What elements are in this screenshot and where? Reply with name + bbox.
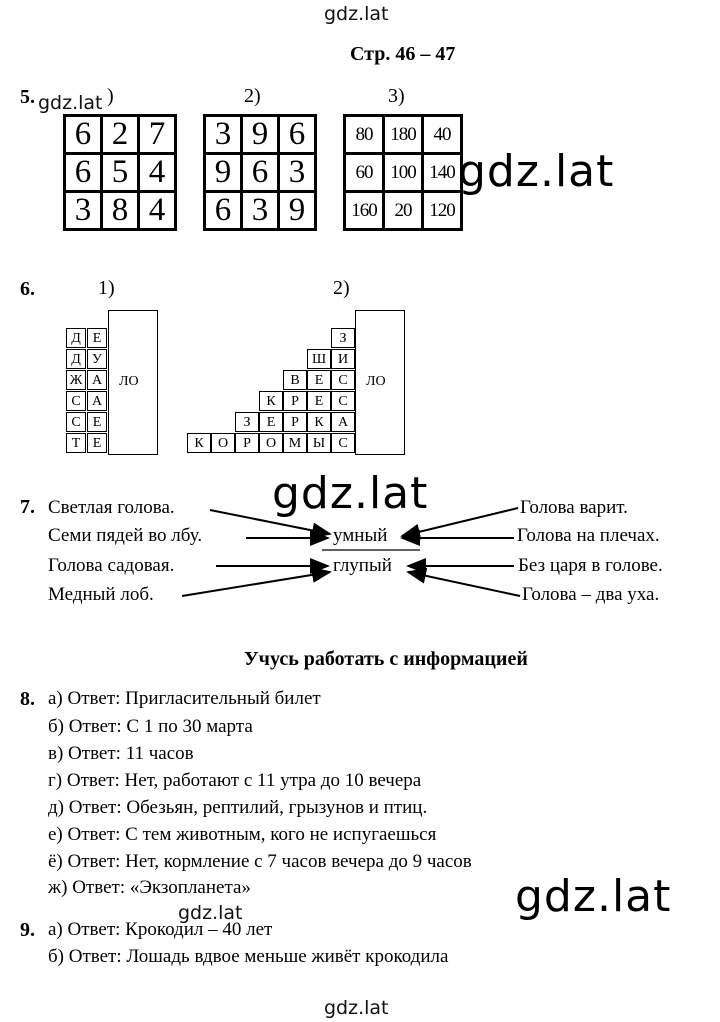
ex8-answer-a: а) Ответ: Пригласительный билет: [48, 688, 321, 709]
ladder-letter-cell: Т: [66, 433, 86, 453]
page-header: Стр. 46 – 47: [350, 43, 456, 65]
ladder-letter-cell: А: [87, 370, 107, 390]
cell: 6: [279, 116, 316, 154]
cell: 180: [384, 116, 423, 154]
watermark-middle-big: gdz.lat: [272, 468, 429, 519]
ex7-center-smart: умный: [333, 525, 388, 546]
arrow: [210, 510, 330, 534]
ladder-letter-cell: С: [331, 433, 355, 453]
ladder-letter-cell: Ш: [307, 349, 331, 369]
ex7-left-4: Медный лоб.: [48, 584, 154, 605]
section-title: Учусь работать с информацией: [244, 648, 528, 670]
ladder-letter-cell: С: [66, 391, 86, 411]
cell: 60: [345, 154, 384, 192]
ladder-letter-cell: С: [331, 391, 355, 411]
ex6-label-1: 1): [98, 277, 115, 299]
ladder-letter-cell: О: [259, 433, 283, 453]
arrow: [402, 508, 518, 536]
ladder-letter-cell: Р: [283, 391, 307, 411]
ex7-right-3: Без царя в голове.: [518, 555, 663, 576]
ex5-label-1: ): [107, 85, 114, 107]
cell: 3: [65, 192, 102, 230]
ex7-right-1: Голова варит.: [520, 497, 628, 518]
ex9-answer-b: б) Ответ: Лошадь вдвое меньше живёт крокодила: [48, 946, 449, 967]
ladder-letter-cell: Е: [307, 391, 331, 411]
ladder-letter-cell: М: [283, 433, 307, 453]
ex8-answer-g: ё) Ответ: Нет, кормление с 7 часов вечера до 9 часов: [48, 851, 472, 872]
cell: 9: [205, 154, 242, 192]
watermark-lower-big: gdz.lat: [515, 871, 672, 922]
ladder-letter-cell: К: [187, 433, 211, 453]
watermark-top: gdz.lat: [324, 3, 389, 25]
arrow: [182, 572, 330, 596]
ladder-letter-cell: З: [235, 412, 259, 432]
ladder-letter-cell: Ж: [66, 370, 86, 390]
ex8-answer-c: в) Ответ: 11 часов: [48, 743, 194, 764]
cell: 6: [65, 154, 102, 192]
cell: 2: [102, 116, 139, 154]
ladder-letter-cell: У: [87, 349, 107, 369]
ex8-answer-e: д) Ответ: Обезьян, рептилий, грызунов и птиц.: [48, 797, 428, 818]
cell: 4: [139, 154, 176, 192]
ex6-label-2: 2): [333, 277, 350, 299]
ladder-letter-cell: Е: [87, 412, 107, 432]
ladder-letter-cell: Е: [307, 370, 331, 390]
ex9-answer-a: а) Ответ: Крокодил – 40 лет: [48, 919, 273, 940]
cell: 9: [242, 116, 279, 154]
cell: 120: [423, 192, 462, 230]
cell: 3: [279, 154, 316, 192]
ladder-letter-cell: Е: [87, 328, 107, 348]
ladder-letter-cell: В: [283, 370, 307, 390]
ladder-letter-cell: Р: [283, 412, 307, 432]
ladder-letter-cell: Е: [259, 412, 283, 432]
cell: 160: [345, 192, 384, 230]
cell: 6: [205, 192, 242, 230]
cell: 6: [65, 116, 102, 154]
ladder-letter-cell: А: [331, 412, 355, 432]
watermark-right-big: gdz.lat: [458, 146, 615, 197]
ladder-letter-cell: С: [331, 370, 355, 390]
word-ladder-2-suffix: ЛО: [366, 374, 386, 389]
ex7-right-4: Голова – два уха.: [522, 584, 660, 605]
ladder-letter-cell: И: [331, 349, 355, 369]
ladder-letter-cell: Д: [66, 328, 86, 348]
ex9-number: 9.: [20, 919, 35, 941]
cell: 5: [102, 154, 139, 192]
ladder-letter-cell: С: [66, 412, 86, 432]
cell: 3: [205, 116, 242, 154]
ex7-left-2: Семи пядей во лбу.: [48, 525, 203, 546]
ladder-letter-cell: А: [87, 391, 107, 411]
cell: 4: [139, 192, 176, 230]
ex8-number: 8.: [20, 688, 35, 710]
cell: 100: [384, 154, 423, 192]
cell: 20: [384, 192, 423, 230]
ladder-letter-cell: О: [211, 433, 235, 453]
ex7-number: 7.: [20, 496, 35, 518]
ex7-left-1: Светлая голова.: [48, 497, 175, 518]
ex7-left-3: Голова садовая.: [48, 555, 175, 576]
ex5-number: 5.: [20, 86, 35, 108]
cell: 8: [102, 192, 139, 230]
cell: 9: [279, 192, 316, 230]
ex8-answer-h: ж) Ответ: «Экзопланета»: [48, 877, 251, 898]
ex8-answer-b: б) Ответ: С 1 по 30 марта: [48, 716, 253, 737]
cell: 140: [423, 154, 462, 192]
watermark-bottom: gdz.lat: [324, 997, 389, 1019]
ex7-center-stupid: глупый: [333, 555, 392, 576]
ladder-letter-cell: Ы: [307, 433, 331, 453]
cell: 7: [139, 116, 176, 154]
ladder-letter-cell: Р: [235, 433, 259, 453]
ladder-letter-cell: Е: [87, 433, 107, 453]
cell: 80: [345, 116, 384, 154]
ex7-right-2: Голова на плечах.: [517, 525, 660, 546]
cell: 6: [242, 154, 279, 192]
ladder-letter-cell: З: [331, 328, 355, 348]
cell: 40: [423, 116, 462, 154]
ladder-letter-cell: К: [259, 391, 283, 411]
ex8-answer-d: г) Ответ: Нет, работают с 11 утра до 10 вечера: [48, 770, 422, 791]
ex8-answer-f: е) Ответ: С тем животным, кого не испугаешься: [48, 824, 437, 845]
cell: 3: [242, 192, 279, 230]
ladder-letter-cell: К: [307, 412, 331, 432]
ladder-letter-cell: Д: [66, 349, 86, 369]
watermark-ex9: gdz.lat: [178, 902, 243, 924]
arrow: [408, 572, 520, 596]
ex5-label-2: 2): [244, 85, 261, 107]
ex5-label-3: 3): [388, 85, 405, 107]
watermark-ex5: gdz.lat: [38, 92, 103, 114]
word-ladder-1-suffix: ЛО: [119, 374, 139, 389]
ex6-number: 6.: [20, 278, 35, 300]
